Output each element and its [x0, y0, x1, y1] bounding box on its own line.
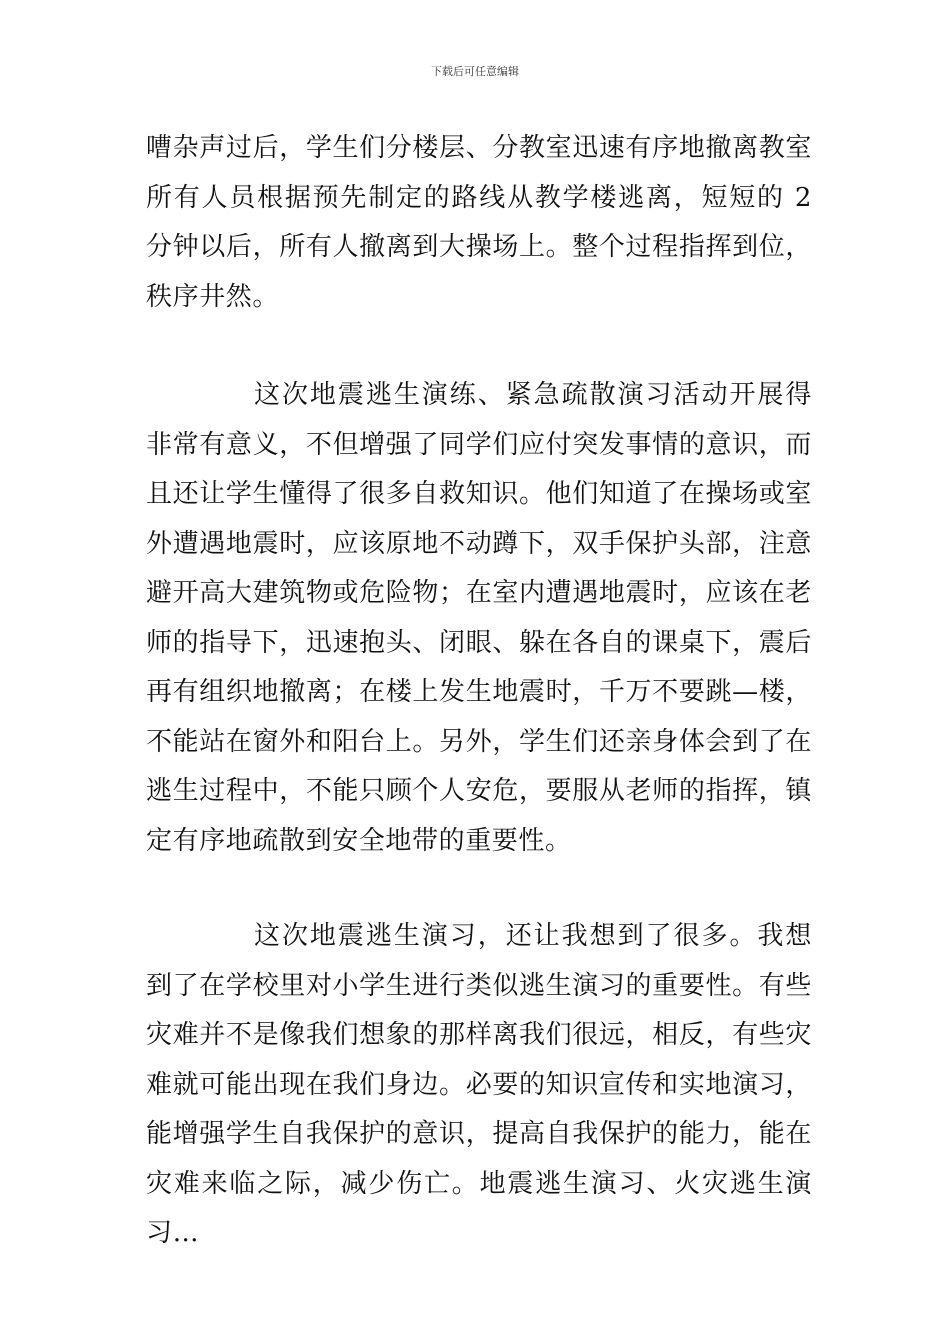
document-body: [146, 124, 812, 1259]
paragraph-3: 这次地震逃生演习，还让我想到了很多。我想到了在学校里对小学生进行类似逃生演习的重要性。有些灾难并不是像我们想象的那样离我们很远，相反，有些灾难就可能出现在我们身边。必要的知识宣传和实地演习，能增强学生自我保护的意识，提高自我保护的能力，能在灾难来临之际，减少伤亡。地震逃生演习、火灾逃生演习…: [146, 921, 812, 1248]
paragraph-1: 嘈杂声过后，学生们分楼层、分教室迅速有序地撤离教室所有人员根据预先制定的路线从教学楼逃离，短短的 2 分钟以后，所有人撤离到大操场上。整个过程指挥到位，秩序井然。: [146, 133, 812, 312]
page-header: 下载后可任意编辑: [431, 65, 519, 78]
paragraph-2: 这次地震逃生演练、紧急疏散演习活动开展得非常有意义，不但增强了同学们应付突发事情的意识，而且还让学生懂得了很多自救知识。他们知道了在操场或室外遭遇地震时，应该原地不动蹲下，双手保护头部，注意避开高大建筑物或危险物；在室内遭遇地震时，应该在老师的指导下，迅速抱头、闭眼、躲在各自的课桌下，震后再有组织地撤离；在楼上发生地震时，千万不要跳—楼，不能站在窗外和阳台上。另外，学生们还亲身体会到了在逃生过程中，不能只顾个人安危，要服从老师的指挥，镇定有序地疏散到安全地带的重要性。: [146, 380, 812, 856]
